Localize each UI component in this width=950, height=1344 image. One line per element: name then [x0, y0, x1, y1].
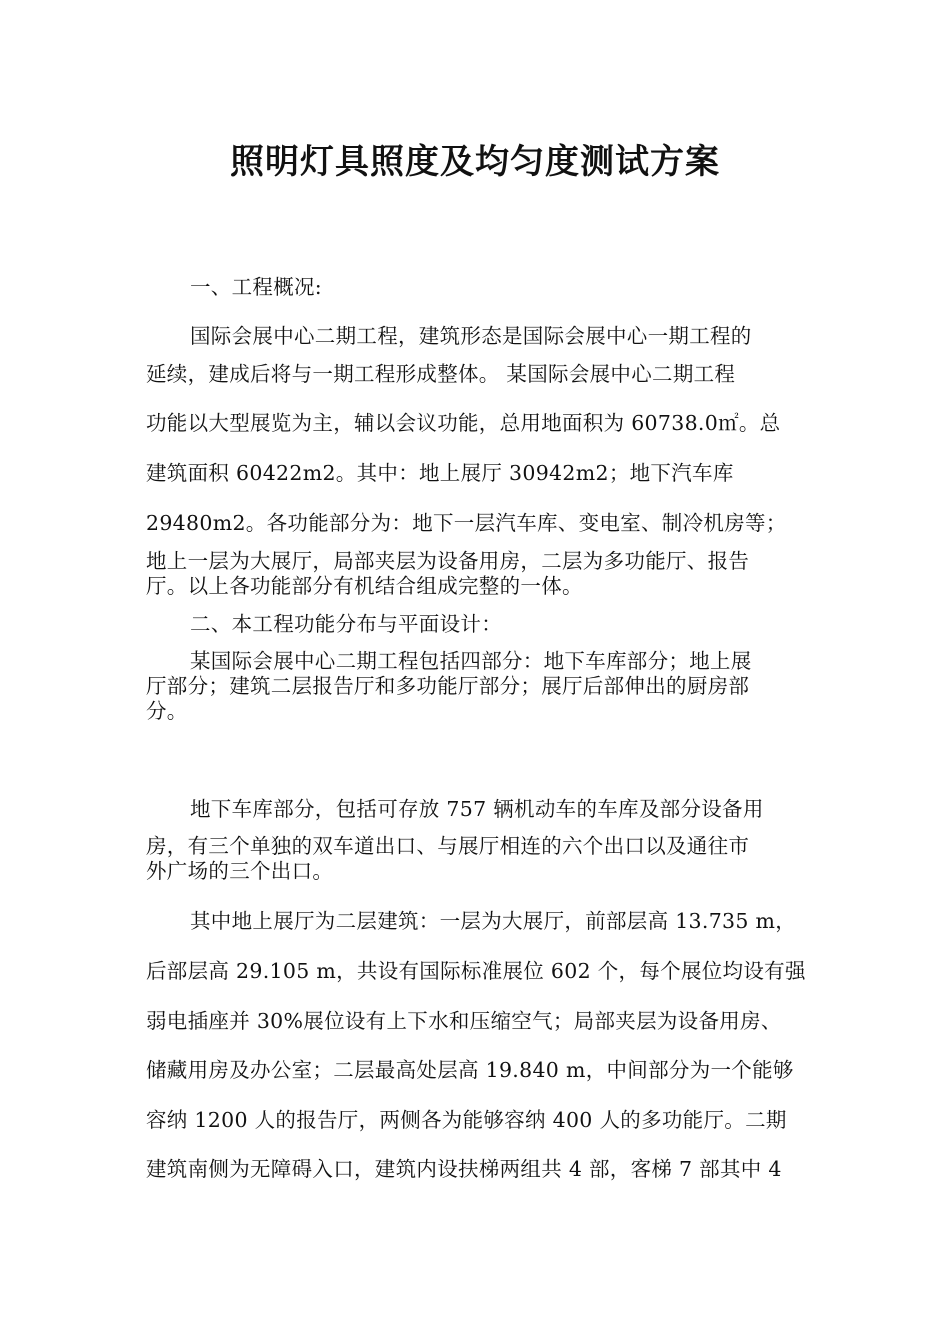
paragraph-line: 容纳 1200 人的报告厅，两侧各为能够容纳 400 人的多功能厅。二期 — [146, 1108, 787, 1132]
paragraph-line: 延续，建成后将与一期工程形成整体。 某国际会展中心二期工程 — [146, 362, 736, 386]
paragraph-line: 建筑南侧为无障碍入口，建筑内设扶梯两组共 4 部，客梯 7 部其中 4 — [146, 1157, 782, 1181]
paragraph-line: 后部层高 29.105 m，共设有国际标准展位 602 个，每个展位均设有强 — [146, 959, 806, 983]
document-title: 照明灯具照度及均匀度测试方案 — [230, 142, 720, 182]
paragraph-line: 地上一层为大展厅，局部夹层为设备用房，二层为多功能厅、报告 — [146, 549, 750, 573]
paragraph-line: 国际会展中心二期工程，建筑形态是国际会展中心一期工程的 — [190, 324, 752, 348]
paragraph-line: 功能以大型展览为主，辅以会议功能，总用地面积为 60738.0㎡。总 — [146, 411, 781, 435]
paragraph-line: 厅部分；建筑二层报告厅和多功能厅部分；展厅后部伸出的厨房部 — [146, 674, 750, 698]
paragraph-line: 分。 — [146, 699, 188, 723]
paragraph-line: 某国际会展中心二期工程包括四部分：地下车库部分；地上展 — [190, 649, 752, 673]
section-heading-1: 一、工程概况: — [190, 275, 323, 299]
paragraph-line: 厅。以上各功能部分有机结合组成完整的一体。 — [146, 574, 583, 598]
paragraph-line: 其中地上展厅为二层建筑：一层为大展厅，前部层高 13.735 m， — [190, 909, 797, 933]
paragraph-line: 建筑面积 60422m2。其中：地上展厅 30942m2；地下汽车库 — [146, 461, 734, 485]
paragraph-line: 地下车库部分，包括可存放 757 辆机动车的车库及部分设备用 — [190, 797, 764, 821]
paragraph-line: 房，有三个单独的双车道出口、与展厅相连的六个出口以及通往市 — [146, 834, 750, 858]
paragraph-line: 弱电插座并 30%展位设有上下水和压缩空气；局部夹层为设备用房、 — [146, 1009, 782, 1033]
section-heading-2: 二、本工程功能分布与平面设计： — [190, 612, 502, 636]
paragraph-line: 外广场的三个出口。 — [146, 859, 334, 883]
paragraph-line: 储藏用房及办公室；二层最高处层高 19.840 m，中间部分为一个能够 — [146, 1058, 794, 1082]
paragraph-line: 29480m2。各功能部分为：地下一层汽车库、变电室、制冷机房等； — [146, 511, 787, 535]
